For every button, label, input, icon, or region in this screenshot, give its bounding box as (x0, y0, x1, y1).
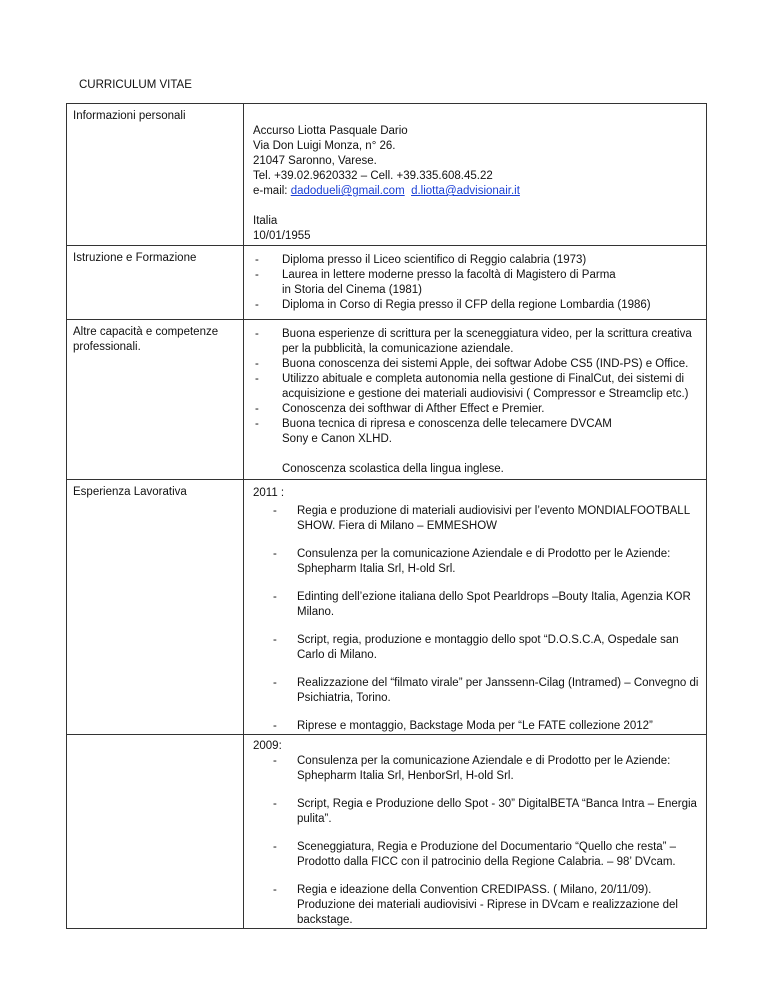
job-item: - Consulenza per la comunicazione Aziendale e di Prodotto per le Aziende: Sphepharm Italia Srl, H-old Srl. (253, 547, 700, 577)
job-item: - Regia e ideazione della Convention CREDIPASS. ( Milano, 20/11/09). Produzione dei materiali audiovisivi - Riprese in DVcam e realizzazione del backstage. (253, 883, 700, 928)
job-item: - Riprese e montaggio, Backstage Moda per “Le FATE collezione 2012” (253, 719, 700, 734)
year-2009: 2009: (253, 740, 282, 752)
education-label: Istruzione e Formazione (67, 246, 244, 320)
experience-2011 (244, 480, 707, 735)
email-link-2[interactable]: d.liotta@advisionair.it (411, 185, 520, 197)
personal-info (244, 104, 707, 246)
experience-2009 (244, 735, 707, 929)
personal-label: Informazioni personali (67, 104, 244, 246)
skill-item: - Buona conoscenza dei sistemi Apple, dei softwar Adobe CS5 (IND-PS) e Office. (253, 357, 700, 372)
document-title: CURRICULUM VITAE (79, 79, 192, 91)
address: Via Don Luigi Monza, n° 26. (253, 140, 396, 152)
job-item: - Script, Regia e Produzione dello Spot - 30” DigitalBETA “Banca Intra – Energia pulita”. (253, 797, 700, 827)
phone: Tel. +39.02.9620332 – Cell. +39.335.608.45.22 (253, 170, 493, 182)
skill-item: - Utilizzo abituale e completa autonomia nella gestione di FinalCut, dei sistemi di acquisizione e gestione dei materiali audiovisivi ( Compressor e Streamclip etc.) (253, 372, 700, 402)
job-item: - Sceneggiatura, Regia e Produzione del Documentario “Quello che resta” – Prodotto dalla FICC con il patrocinio della Regione Calabria. – 98’ DVcam. (253, 840, 700, 870)
job-item: - Script, regia, produzione e montaggio dello spot “D.O.S.C.A, Ospedale san Carlo di Milano. (253, 633, 700, 663)
year-2011: 2011 : (253, 487, 285, 499)
row-experience-2011 (67, 480, 707, 735)
education-item: - Laurea in lettere moderne presso la facoltà di Magistero di Parma (253, 268, 700, 283)
skill-item-cont: Sony e Canon XLHD. (282, 433, 392, 445)
skills-label: Altre capacità e competenze professionali. (67, 320, 244, 480)
education-item: - Diploma in Corso di Regia presso il CFP della regione Lombardia (1986) (253, 298, 700, 313)
experience-label: Esperienza Lavorativa (67, 480, 244, 735)
row-education (67, 246, 707, 320)
full-name: Accurso Liotta Pasquale Dario (253, 125, 408, 137)
email-link-1[interactable]: dadodueli@gmail.com (290, 185, 405, 197)
cv-table (66, 103, 707, 929)
skill-item: - Conoscenza dei softhwar di Afther Effect e Premier. (253, 402, 700, 417)
email-label: e-mail: (253, 185, 291, 197)
education-item-cont: in Storia del Cinema (1981) (282, 284, 422, 296)
education-list (244, 246, 707, 320)
job-item: - Regia e produzione di materiali audiovisivi per l’evento MONDIALFOOTBALL SHOW. Fiera di Milano – EMMESHOW (253, 504, 700, 534)
city: 21047 Saronno, Varese. (253, 155, 377, 167)
row-skills (67, 320, 707, 480)
skill-item: - Buona esperienze di scrittura per la sceneggiatura video, per la scrittura creativa per la pubblicità, la comunicazione aziendale. (253, 327, 700, 357)
country: Italia (253, 215, 278, 227)
birthdate: 10/01/1955 (253, 230, 311, 242)
job-item: - Realizzazione del “filmato virale” per Janssenn-Cilag (Intramed) – Convegno di Psichiatria, Torino. (253, 676, 700, 706)
email-line (253, 184, 700, 199)
job-item: - Consulenza per la comunicazione Aziendale e di Prodotto per le Aziende: Sphepharm Italia Srl, HenborSrl, H-old Srl. (253, 754, 700, 784)
row-experience-2009 (67, 735, 707, 929)
education-item: - Diploma presso il Liceo scientifico di Reggio calabria (1973) (253, 253, 700, 268)
languages: Conoscenza scolastica della lingua inglese. (282, 463, 504, 475)
job-item: - Edinting dell’ezione italiana dello Spot Pearldrops –Bouty Italia, Agenzia KOR Milano. (253, 590, 700, 620)
experience-label-empty (67, 735, 244, 929)
row-personal (67, 104, 707, 246)
skills-list (244, 320, 707, 480)
skill-item: - Buona tecnica di ripresa e conoscenza delle telecamere DVCAM (253, 417, 700, 432)
